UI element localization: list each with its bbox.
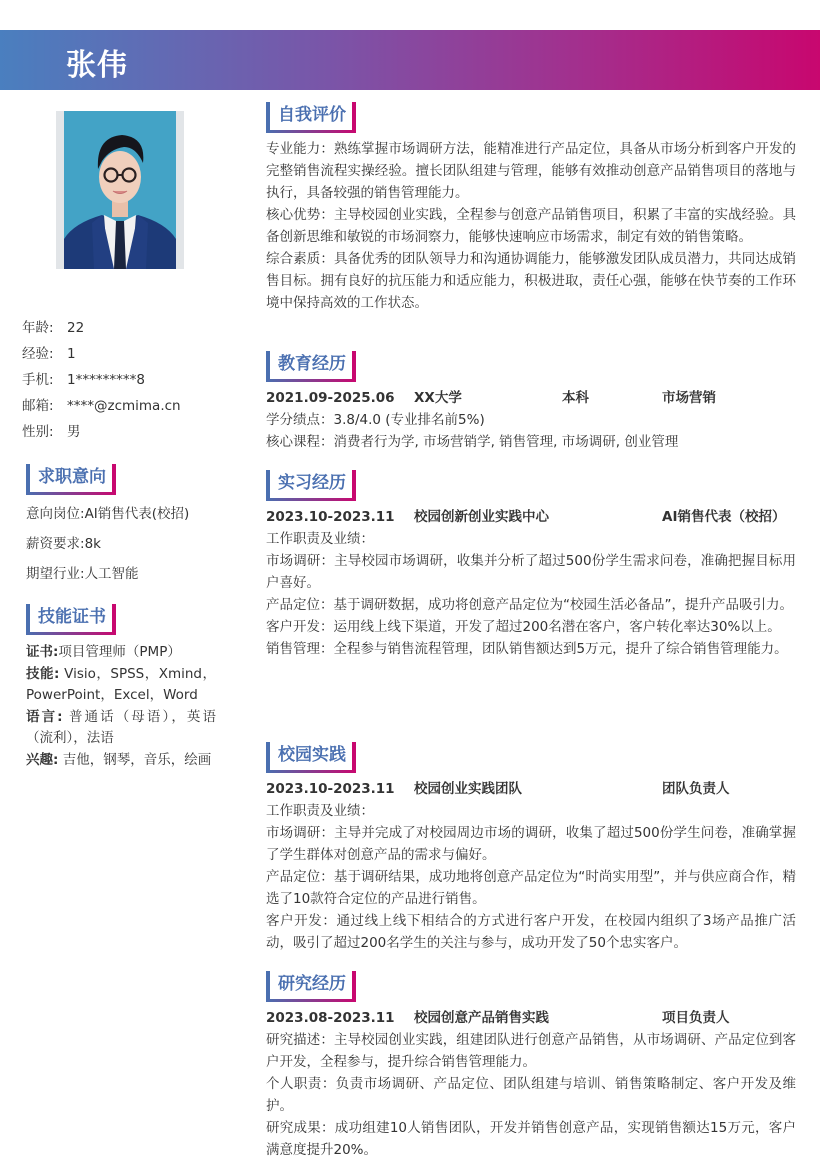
skill-value: 吉他，钢琴，音乐，绘画 xyxy=(58,751,212,768)
entry-role: AI销售代表（校招） xyxy=(662,509,786,525)
intent-value: 8k xyxy=(84,536,101,552)
paragraph: 工作职责及业绩： xyxy=(266,531,374,547)
section-heading: 求职意向 xyxy=(26,464,116,492)
entry-degree: 本科 xyxy=(562,390,589,406)
skill-value: 项目管理师（PMP） xyxy=(58,644,181,660)
paragraph: 客户开发：通过线上线下相结合的方式进行客户开发，在校园内组织了3场产品推广活动，吸引了超过200名学生的关注与参与，成功开发了50个忠实客户。 xyxy=(266,913,796,951)
skill-label: 技能: xyxy=(26,665,60,682)
intent-label: 期望行业: xyxy=(26,566,85,582)
entry-period: 2023.08-2023.11 xyxy=(266,1010,395,1026)
skill-row xyxy=(26,642,216,664)
entry-school: XX大学 xyxy=(414,390,462,406)
intent-row xyxy=(26,504,189,534)
entry-role: 团队负责人 xyxy=(662,781,730,797)
entry-role: 项目负责人 xyxy=(662,1010,730,1026)
info-value: 1 xyxy=(67,346,76,362)
skills-section xyxy=(26,604,216,771)
education-entry-header xyxy=(266,387,796,409)
entry-org: 校园创业实践团队 xyxy=(414,781,522,797)
info-row-email xyxy=(22,396,181,422)
entry-major: 市场营销 xyxy=(662,390,716,406)
info-row-age xyxy=(22,318,181,344)
info-row-experience xyxy=(22,344,181,370)
research-section xyxy=(266,971,796,1160)
paragraph: 个人职责：负责市场调研、产品定位、团队组建与培训、销售策略制定、客户开发及维护。 xyxy=(266,1076,796,1114)
entry-org: 校园创新创业实践中心 xyxy=(414,509,549,525)
info-value: 1*********8 xyxy=(67,372,145,388)
info-label: 年龄: xyxy=(22,320,54,336)
intent-row xyxy=(26,534,189,564)
campus-practice-section xyxy=(266,742,796,954)
paragraph: 产品定位：基于调研数据，成功将创意产品定位为“校园生活必备品”，提升产品吸引力。 xyxy=(266,597,793,613)
skill-label: 兴趣: xyxy=(26,751,59,768)
section-heading: 自我评价 xyxy=(266,102,356,130)
intent-value: AI销售代表(校招) xyxy=(84,506,190,522)
skill-label: 语言: xyxy=(26,708,63,725)
info-value: ****@zcmima.cn xyxy=(67,398,181,414)
entry-period: 2023.10-2023.11 xyxy=(266,781,395,797)
section-heading: 技能证书 xyxy=(26,604,116,632)
info-label: 邮箱: xyxy=(22,398,54,414)
research-entry-header xyxy=(266,1007,796,1029)
info-row-phone xyxy=(22,370,181,396)
section-heading: 实习经历 xyxy=(266,470,356,498)
paragraph: 综合素质：具备优秀的团队领导力和沟通协调能力，能够激发团队成员潜力，共同达成销售目标。拥有良好的抗压能力和适应能力，积极进取，责任心强，能够在快节奏的工作环境中保持高效的工作状态。 xyxy=(266,251,796,311)
header-banner xyxy=(0,30,820,90)
skill-value: Visio，SPSS，Xmind，PowerPoint，Excel，Word xyxy=(26,665,216,703)
intent-label: 意向岗位: xyxy=(26,506,85,522)
paragraph: 核心优势：主导校园创业实践，全程参与创意产品销售项目，积累了丰富的实战经验。具备创新思维和敏锐的市场洞察力，能够快速响应市场需求，制定有效的销售策略。 xyxy=(266,207,796,245)
paragraph: 研究成果：成功组建10人销售团队，开发并销售创意产品，实现销售额达15万元，客户满意度提升20%。 xyxy=(266,1120,796,1158)
entry-period: 2021.09-2025.06 xyxy=(266,390,395,406)
basic-info xyxy=(22,318,181,448)
paragraph: 产品定位：基于调研结果，成功地将创意产品定位为“时尚实用型”，并与供应商合作，精选了10款符合定位的产品进行销售。 xyxy=(266,869,796,907)
internship-entry-header xyxy=(266,506,796,528)
paragraph: 市场调研：主导并完成了对校园周边市场的调研，收集了超过500份学生问卷，准确掌握了学生群体对创意产品的需求与偏好。 xyxy=(266,825,796,863)
education-section xyxy=(266,351,796,453)
paragraph: 客户开发：运用线上线下渠道，开发了超过200名潜在客户，客户转化率达30%以上。 xyxy=(266,619,781,635)
intent-row xyxy=(26,564,189,594)
paragraph: 核心课程：消费者行为学, 市场营销学, 销售管理, 市场调研, 创业管理 xyxy=(266,434,679,450)
info-label: 性别: xyxy=(22,424,54,440)
portrait-image xyxy=(64,111,176,269)
skill-row xyxy=(26,750,216,772)
paragraph: 销售管理：全程参与销售流程管理，团队销售额达到5万元，提升了综合销售管理能力。 xyxy=(266,641,788,657)
info-label: 经验: xyxy=(22,346,54,362)
job-intent-section xyxy=(26,464,189,594)
section-heading: 教育经历 xyxy=(266,351,356,379)
entry-period: 2023.10-2023.11 xyxy=(266,509,395,525)
self-evaluation-section xyxy=(266,102,796,314)
paragraph: 工作职责及业绩： xyxy=(266,803,374,819)
section-heading: 研究经历 xyxy=(266,971,356,999)
info-label: 手机: xyxy=(22,372,54,388)
info-value: 男 xyxy=(67,424,81,440)
paragraph: 专业能力：熟练掌握市场调研方法，能精准进行产品定位，具备从市场分析到客户开发的完整销售流程实操经验。擅长团队组建与管理，能够有效推动创意产品销售项目的落地与执行，具备较强的销售管理能力。 xyxy=(266,141,796,201)
profile-photo-frame xyxy=(56,111,184,269)
profile-photo xyxy=(64,111,176,269)
skill-value: 普通话（母语），英语（流利），法语 xyxy=(26,708,216,746)
entry-org: 校园创意产品销售实践 xyxy=(414,1010,549,1026)
internship-section xyxy=(266,470,796,660)
candidate-name: 张伟 xyxy=(66,48,128,83)
intent-label: 薪资要求: xyxy=(26,536,85,552)
paragraph: 市场调研：主导校园市场调研，收集并分析了超过500份学生需求问卷，准确把握目标用户喜好。 xyxy=(266,553,796,591)
intent-value: 人工智能 xyxy=(84,566,139,582)
paragraph: 学分绩点：3.8/4.0 (专业排名前5%) xyxy=(266,412,485,428)
info-row-gender xyxy=(22,422,181,448)
info-value: 22 xyxy=(67,320,85,336)
paragraph: 研究描述：主导校园创业实践，组建团队进行创意产品销售，从市场调研、产品定位到客户开发，全程参与，提升综合销售管理能力。 xyxy=(266,1032,796,1070)
skill-row xyxy=(26,707,216,750)
skill-label: 证书: xyxy=(26,644,59,660)
campus-entry-header xyxy=(266,778,796,800)
skill-row xyxy=(26,664,216,707)
section-heading: 校园实践 xyxy=(266,742,356,770)
